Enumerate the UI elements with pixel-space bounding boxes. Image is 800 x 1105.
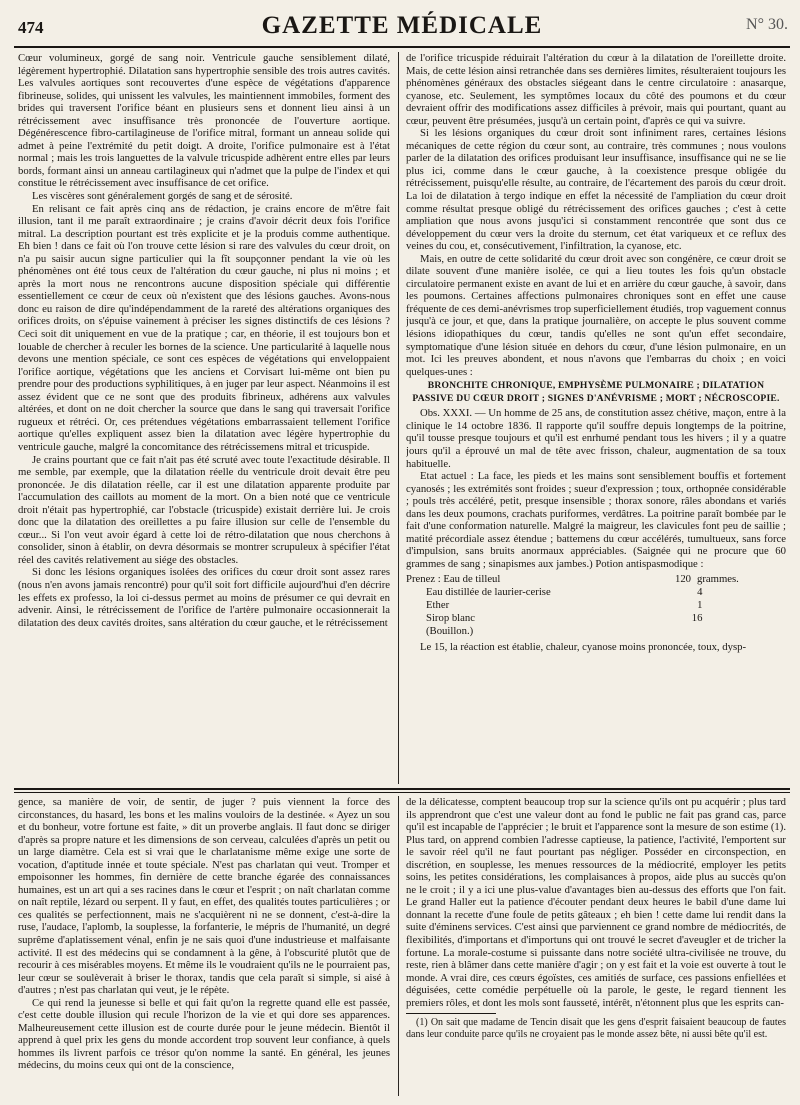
prescription-item: (Bouillon.) [426, 625, 474, 638]
prescription-row [406, 625, 786, 638]
paragraph: Ce qui rend la jeunesse si belle et qui fait qu'on la regrette quand elle est passée, c'est cette double illusion qui recule l'horizon de la vie et qui dore ses apparences. Malheureusement cette illusion est de courte durée pour le jeune médecin. Bientôt il apprend à quel prix les gens du monde accordent trop souvent leur confiance, à quels hommes ils livrent parfois ce trésor qu'on nomme la santé. En général, les jeunes médecins, du moins ceux qui ont de la conscience, [18, 996, 390, 1072]
feuilleton-divider [14, 788, 790, 790]
left-column [18, 52, 390, 784]
column-rule [398, 796, 399, 1096]
prescription-item: Sirop blanc [426, 612, 475, 625]
footnote: (1) On sait que madame de Tencin disait que les gens d'esprit faisaient beaucoup de fautes dans leur conduite parce qu'ils ne croyaient pas le monde assez bête, ni aussi bête qu'il est. [406, 1017, 786, 1041]
prescription-item: Eau distillée de laurier-cerise [426, 586, 551, 599]
prescription-row [406, 586, 786, 599]
paragraph: Les viscères sont généralement gorgés de sang et de sérosité. [32, 190, 293, 203]
paragraph: Si donc les lésions organiques isolées des orifices du cœur droit sont assez rares (nous n'en avons jamais rencontré) pour qu'il soit fort difficile aujourd'hui d'en décrire les effets ex professo, la loi ci-dessus permet au moins de présumer ce qui devrait en advenir. Ainsi, le rétrécissement de l'orifice de l'artère pulmonaire occasionnerait la dilatation des deux cavités droites, sans altération du cœur gauche, et le rétrécissement [18, 566, 390, 629]
paragraph: Cœur volumineux, gorgé de sang noir. Ventricule gauche sensiblement dilaté, légèrement hypertrophié. Dilatation sans hypertrophie sensible des trois autres cavités. Les valvules aortiques sont recouvertes d'une espèce de végétations d'apparence fibrineuse, solides, qui unissent les valvules, les maintiennent immobiles, forment des brides qui traversent l'orifice béant en plusieurs sens et donnent lieu ainsi à un rétrécissement avec insuffisance très prononcée de l'ouverture aortique. Dégénérescence fibro-cartilagineuse de l'orifice mitral, formant un anneau solide qui admet à peine l'extrémité du petit doigt. A droite, l'orifice pulmonaire est à l'état normal ; mais les trois languettes de la valvule tricuspide adhèrent entre elles par leurs bords, formant ainsi un anneau cartilagineux qui n'admet que la pulpe de l'index et qui constitue le rétrécissement avec insuffisance de cet orifice. [18, 52, 390, 190]
page-number: 474 [18, 18, 44, 37]
case-paragraph: Obs. XXXI. — Un homme de 25 ans, de constitution assez chétive, maçon, entre à la clinique le 14 octobre 1836. Il rapporte qu'il souffre depuis longtemps de la poitrine, qu'il tousse presque toujours et qu'il est enrhumé pendant tous les hivers ; il y a quatre jours qu'il a éprouvé un mal de tête avec frisson, chaleur, augmentation de sa toux habituelle. [406, 407, 786, 470]
prescription-unit [708, 625, 786, 638]
paragraph: de l'orifice tricuspide réduirait l'altération du cœur à la dilatation de l'oreillette droite. Mais, de cette lésion ainsi retranchée dans ses dernières limites, résulteraient toujours les phénomènes généraux des obstacles siégeant dans le centre circulatoire : anasarque, cyanose, etc. Seulement, les symptômes locaux du côté des poumons et du cœur devraient offrir des modifications assez difficiles à prévoir, mais qui pourtant, quant au cœur, peuvent être présumées, jusqu'à un certain point, d'après ce qui va suivre. [406, 52, 786, 127]
prescription-qty [635, 625, 709, 638]
feuilleton-left-column [18, 796, 390, 1096]
feuilleton-divider [14, 792, 790, 793]
prescription-unit [708, 586, 786, 599]
prescription-row [406, 612, 786, 625]
prescription-qty: 120 [674, 573, 691, 586]
paragraph: Je crains pourtant que ce fait n'ait pas été scruté avec toute l'exactitude désirable. Il me semble, par exemple, que la dilatation réelle du ventricule droit devait être peu prononcée. Je dis dilatation réelle, car il est une dilatation apparente produite par l'accumulation des caillots au moment de la mort. On a bien noté que ce ventricule droit n'était pas hypertrophié, car l'obstacle (tricuspide) existait derrière lui. Je crois donc que la dilatation des oreillettes a pu faire illusion sur celle de l'ensemble du cœur... Si l'on veut avoir égard à cette loi de rétro-dilatation que nous cherchons à consolider, sinon à établir, on devra désormais se montrer scrupuleux à spécifier l'état réel des cavités relativement au siége des obstacles. [18, 453, 390, 566]
prescription-qty: 4 [697, 586, 703, 599]
prescription-item: Ether [426, 599, 450, 612]
paragraph: Si les lésions organiques du cœur droit sont infiniment rares, certaines lésions mécaniques de cette région du cœur sont, au contraire, très communes ; nous voulons parler de la dilatation des orifices produisant leur insuffisance, insuffisance qui ne se lie plus ici, comme dans le cœur gauche, à la coexistence presque obligée du rétrécissement, puisqu'elle résulte, au contraire, de l'écartement des parois du cœur droit. La loi de dilatation à tergo indique en effet la nécessité de l'ampliation du cœur droit comme résultat presque obligé du rétrécissement des orifices gauches ; c'est à cette ampliation que nous avons jusqu'ici si constamment rencontrée que sont dus ce développement du cœur vers la droite du sternum, cet état variqueux et ce reflux des veines du cou, et, consécutivement, l'infiltration, la cyanose, etc. [406, 127, 786, 253]
journal-title: GAZETTE MÉDICALE [261, 12, 543, 39]
prescription-unit: grammes. [697, 573, 739, 586]
paragraph: Le 15, la réaction est établie, chaleur, cyanose moins prononcée, toux, dysp- [420, 641, 747, 654]
right-column [406, 52, 786, 784]
prescription-unit [708, 599, 786, 612]
column-rule [398, 52, 399, 784]
prescription [406, 573, 786, 638]
prescription-qty: 16 [691, 612, 703, 625]
prescription-row [406, 599, 786, 612]
prescription-unit [708, 612, 786, 625]
section-heading: BRONCHITE CHRONIQUE, EMPHYSÈME PULMONAIRE ; DILATATION PASSIVE DU CŒUR DROIT ; SIGNES D'ANÉVRISME ; MORT ; NÉCROSCOPIE. [412, 380, 780, 404]
paragraph: Mais, en outre de cette solidarité du cœur droit avec son congénère, ce cœur droit se dilate souvent d'une manière isolée, ce qui a lieu toutes les fois qu'un obstacle circulatoire permanent existe en avant de lui et en arrière du cœur gauche, à savoir, dans les poumons. Certaines affections pulmonaires chroniques sont en effet une cause fréquente de ces demi-anévrismes trop superficiellement étudiés, trop vaguement connus jusqu'à ce jour, et que, dans la pratique journalière, on accepte le plus souvent comme lésions idiopathiques du cœur, tandis qu'elles ne sont qu'un effet secondaire, symptomatique d'une lésion située en dehors du cœur, d'une lésion pulmonaire, en un mot. Ici les preuves abondent, et nous n'avons que l'embarras du choix ; en voici quelques-unes : [406, 252, 786, 378]
paragraph: de la délicatesse, comptent beaucoup trop sur la science qu'ils ont pu acquérir ; plus tard ils apprendront que c'est une valeur dont au fond le public ne fait pas grand cas, parce qu'il est incapable de l'apprécier ; le bruit et l'apparence sont la mesure de son estime (1). Plus tard, on apprend combien l'adresse captieuse, la patience, l'activité, l'emportent sur le savoir réel qu'il ne faut pourtant pas négliger. Posséder en circonspection, en discrétion, en souplesse, les menues ressources de la médiocrité, employer les petits soins, les petites considérations, les complaisances à propos, aide plus au succès qu'on ne le croit ; il y a ici une plus-value d'avantages bien au-dessus des efforts que l'on fait. Le grand Haller eut la patience d'écouter pendant deux heures le babil d'une dame lui donnant la recette d'une foule de petits gâteaux ; eh bien ! cette dame lui rendit dans la suite d'éminens services. C'est ainsi que parviennent ce grand nombre de médiocrités, de flexibilités, d'importans et d'importuns qui ont trouvé le secret d'aveugler et de tricher la fortune. La morale-costume si puissante dans notre société ultra-civilisée ne trouve, du reste, rien à blâmer dans cette manière d'agir ; on y est fait et la voie est ouverte à tout le monde. A vrai dire, ces cœurs égoïstes, ces amitiés de surface, ces passions enfiellées et déguisées, cette comédie perpétuelle où la parole, le geste, le regard tiennent les premiers rôles, et dont les mols sont fausseté, intérêt, n'étonnent plus que les esprits can- [406, 796, 786, 1009]
prescription-qty: 1 [697, 599, 703, 612]
page-header [14, 6, 790, 48]
paragraph: En relisant ce fait après cinq ans de rédaction, je crains encore de m'être fait illusion, tant il me paraît extraordinaire ; je crains d'avoir décrit deux fois l'orifice mitral. La description pourtant est très explicite et je la produis comme authentique. Eh bien ! dans ce fait où l'on trouve cette lésion si rare des valvules du cœur droit, on n'a pu saisir aucun signe particulier qui la fît soupçonner pendant la vie où les phénomènes ont été tous ceux de l'altération du cœur gauche, ni plus ni moins ; et après la mort nous ne rencontrons aucune disposition spéciale qui différentie essentiellement ce cœur de ceux où n'existent que des lésions gauches. Avons-nous donc eu raison de dire qu'indépendamment de la rareté des altérations organiques des orifices droits, on s'épuise vainement à préciser les signes distinctifs de ces lésions ? Ceci soit dit uniquement en vue de la pratique ; car, en théorie, il est toujours bon et louable de chercher à reculer les bornes de la science. Une particularité à laquelle nous devons une mention spéciale, ce sont ces espèces de végétations qui enveloppaient l'orifice aortique, végétations que les anciens et Corvisart lui-même ont bien pu prendre pour des productions syphilitiques, à en juger par leur aspect. Néanmoins il est assez évident que ce ne sont que des produits fibrineux, adhérens aux valvules altérées, et dont on ne doit chercher la source que dans le sang qui traversait l'orifice rugueux et rétréci. Or, ces prétendues végétations embarrassaient tellement l'orifice aortique qu'elles expliquent assez bien la dilatation avec légère hypertrophie du ventricule gauche, malgré la concomitance des rétrécissemens mitral et tricuspide. [18, 202, 390, 453]
footnote-rule [406, 1013, 496, 1014]
issue-number: N° 30. [746, 16, 788, 33]
case-paragraph: Etat actuel : La face, les pieds et les mains sont sensiblement bouffis et fortement cyanosés ; les extrémités sont froides ; sueur d'expression ; toux, orthopnée considérable ; pouls très accéléré, petit, presque insensible ; thorax sonore, râles abondans et variés dans les deux poumons, crachats puriformes, verdâtres. La poitrine paraît bombée par le fait d'une conformation naturelle. Malgré la maigreur, les clavicules font peu de saillie ; matité précordiale assez étendue ; battemens du cœur accélérés, tumultueux, sans force d'impulsion, sans bruits anormaux appréciables. (Saignée qui ne procure que 60 grammes de sang ; sinapismes aux jambes.) Potion antispasmodique : [406, 470, 786, 570]
prescription-row [406, 573, 786, 586]
prescription-intro: Prenez : Eau de tilleul [406, 573, 501, 586]
journal-page [14, 6, 790, 1101]
paragraph: gence, sa manière de voir, de sentir, de juger ? puis viennent la force des circonstances, du hasard, les bons et les malins vouloirs de la destinée. « Ayez un sou et du bonheur, votre fortune est faite, » dit un proverbe anglais. Il faut donc se diriger d'après sa propre nature et les dimensions de son cerveau, calculées d'après un petit ou un large diamètre. Cela est si vrai que le charlatanisme même exige une sorte de vocation, d'aptitude innée et toute spéciale. N'est pas charlatan qui veut. Tromper et empoisonner les hommes, fin dernière de cette branche égarée des connaissances humaines, est un art qui a ses racines dans le cœur et l'esprit ; on naît charlatan comme on naît reptile, lézard ou serpent. Il y faut, en effet, des qualités toutes particulières ; or ces qualités se perfectionnent, mais ne s'acquièrent ni ne se donnent, c'est-à-dire la ruse, l'audace, l'aplomb, la souplesse, la forfanterie, le mépris de l'humanité, un degré suprême d'aplatissement vénal, enfin je ne sais quoi d'une industrieuse et malfaisante activité. Il est des médecins qui se condamnent à la gêne, à l'obscurité plutôt que de recourir à ces misérables moyens. Et même ils le voudraient qu'ils ne le pourraient pas, leur cœur se soulèverait à briser le thorax, tandis que cela paraît si simple, si aisé à d'autres ; n'est pas charlatan qui veut, je le répète. [18, 796, 390, 997]
feuilleton-right-column [406, 796, 786, 1096]
